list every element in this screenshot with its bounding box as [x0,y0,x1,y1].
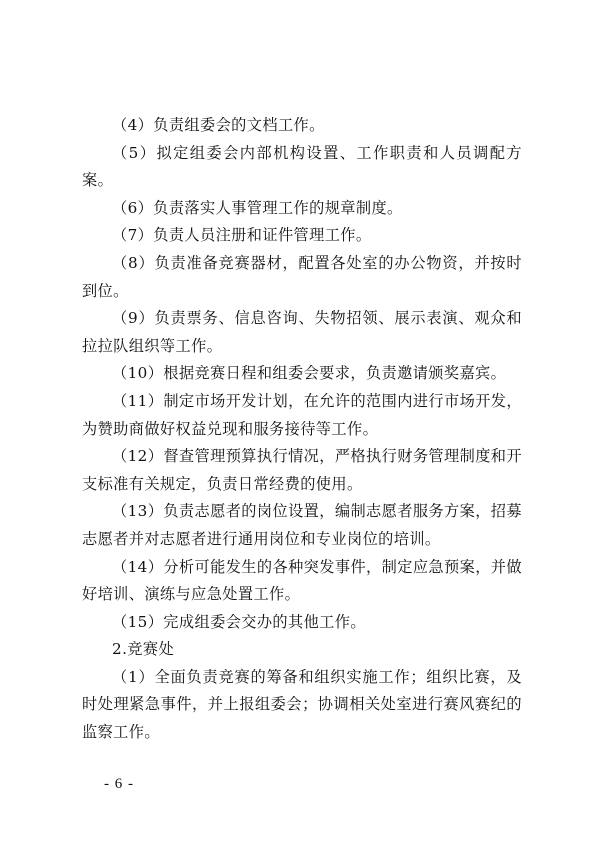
paragraph-item-14: （14）分析可能发生的各种突发事件，制定应急预案，并做好培训、演练与应急处置工作。 [82,557,522,604]
paragraph-item-4: （4）负责组委会的文档工作。 [112,116,325,134]
paragraph-item-12: （12）督查管理预算执行情况，严格执行财务管理制度和开支标准有关规定，负责日常经费的使用。 [82,447,522,493]
paragraph-item-7: （7）负责人员注册和证件管理工作。 [112,226,372,245]
paragraph-item-6: （6）负责落实人事管理工作的规章制度。 [112,198,403,217]
paragraph-item-15: （15）完成组委会交办的其他工作。 [112,612,366,631]
paragraph-item-9: （9）负责票务、信息咨询、失物招领、展示表演、观众和拉拉队组织等工作。 [82,309,522,355]
section-title: 2.竞赛处 [112,640,175,659]
paragraph-item-10: （10）根据竞赛日程和组委会要求，负责邀请颁奖嘉宾。 [112,364,507,383]
paragraph-item-13: （13）负责志愿者的岗位设置，编制志愿者服务方案，招募志愿者并对志愿者进行通用岗位和专业岗位的培训。 [82,502,522,548]
section-paragraph-item-1: （1）全面负责竞赛的筹备和组织实施工作；组织比赛，及时处理紧急事件，并上报组委会；协调相关处室进行赛风赛纪的监察工作。 [82,667,522,742]
paragraph-item-8: （8）负责准备竞赛器材，配置各处室的办公物资，并按时到位。 [82,253,522,300]
paragraph-item-11: （11）制定市场开发计划，在允许的范围内进行市场开发，为赞助商做好权益兑现和服务接待等工作。 [82,391,522,438]
paragraph-item-5: （5）拟定组委会内部机构设置、工作职责和人员调配方案。 [82,143,522,190]
page-number: - 6 - [104,776,134,792]
page-content [82,112,522,747]
